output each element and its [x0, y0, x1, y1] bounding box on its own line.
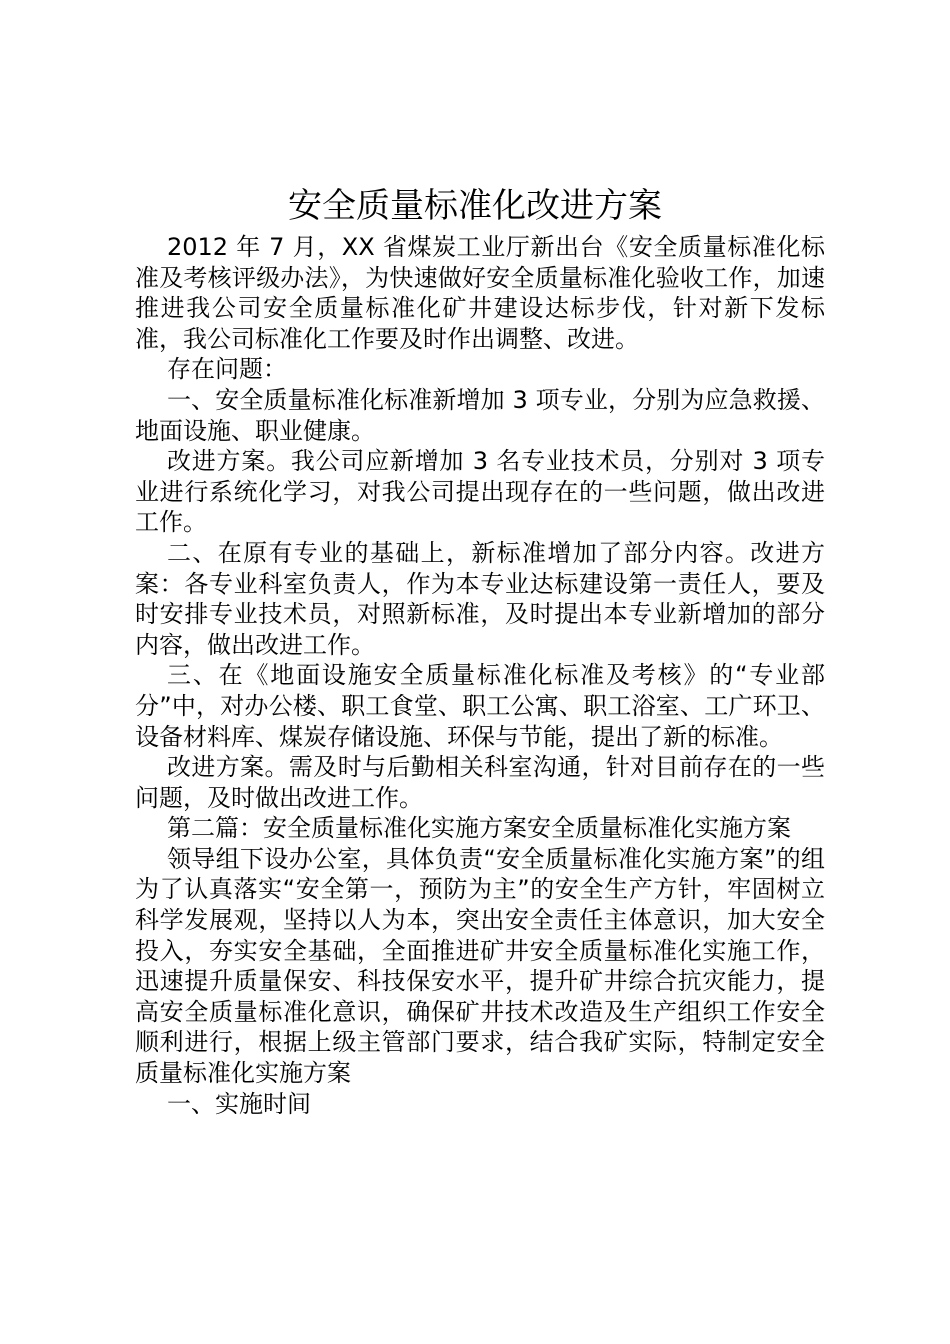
paragraph-part-two-intro: 领导组下设办公室，具体负责“安全质量标准化实施方案”的组为了认真落实“安全第一，预防为主”的安全生产方针，牢固树立科学发展观，坚持以人为本，突出安全责任主体意识，加大安全投入，夯实安全基础，全面推进矿井安全质量标准化实施工作，迅速提升质量保安、科技保安水平，提升矿井综合抗灾能力，提高安全质量标准化意识，确保矿井技术改造及生产组织工作安全顺利进行，根据上级主管部门要求，结合我矿实际，特制定安全质量标准化实施方案	[135, 844, 825, 1088]
paragraph-plan-three: 改进方案。需及时与后勤相关科室沟通，针对目前存在的一些问题，及时做出改进工作。	[135, 753, 825, 812]
paragraph-problem-two: 二、在原有专业的基础上，新标准增加了部分内容。改进方案：各专业科室负责人，作为本专业达标建设第一责任人，要及时安排专业技术员，对照新标准，及时提出本专业新增加的部分内容，做出改进工作。	[135, 538, 825, 659]
paragraph-problem-three: 三、在《地面设施安全质量标准化标准及考核》的“专业部分”中，对办公楼、职工食堂、职工公寓、职工浴室、工广环卫、设备材料库、煤炭存储设施、环保与节能，提出了新的标准。	[135, 661, 825, 751]
paragraph-part-two-heading: 第二篇：安全质量标准化实施方案安全质量标准化实施方案	[167, 814, 791, 843]
paragraph-plan-one: 改进方案。我公司应新增加 3 名专业技术员，分别对 3 项专业进行系统化学习，对我公司提出现存在的一些问题，做出改进工作。	[135, 447, 825, 537]
paragraph-problems-heading: 存在问题：	[167, 355, 287, 384]
paragraph-problem-one: 一、安全质量标准化标准新增加 3 项专业，分别为应急救援、地面设施、职业健康。	[135, 385, 825, 445]
document-body	[135, 232, 825, 1119]
paragraph-implementation-time: 一、实施时间	[167, 1089, 311, 1118]
document-title: 安全质量标准化改进方案	[288, 186, 662, 226]
paragraph-intro: 2012 年 7 月，XX 省煤炭工业厅新出台《安全质量标准化标准及考核评级办法》，为快速做好安全质量标准化验收工作，加速推进我公司安全质量标准化矿井建设达标步伐，针对新下发标准，我公司标准化工作要及时作出调整、改进。	[135, 233, 825, 353]
